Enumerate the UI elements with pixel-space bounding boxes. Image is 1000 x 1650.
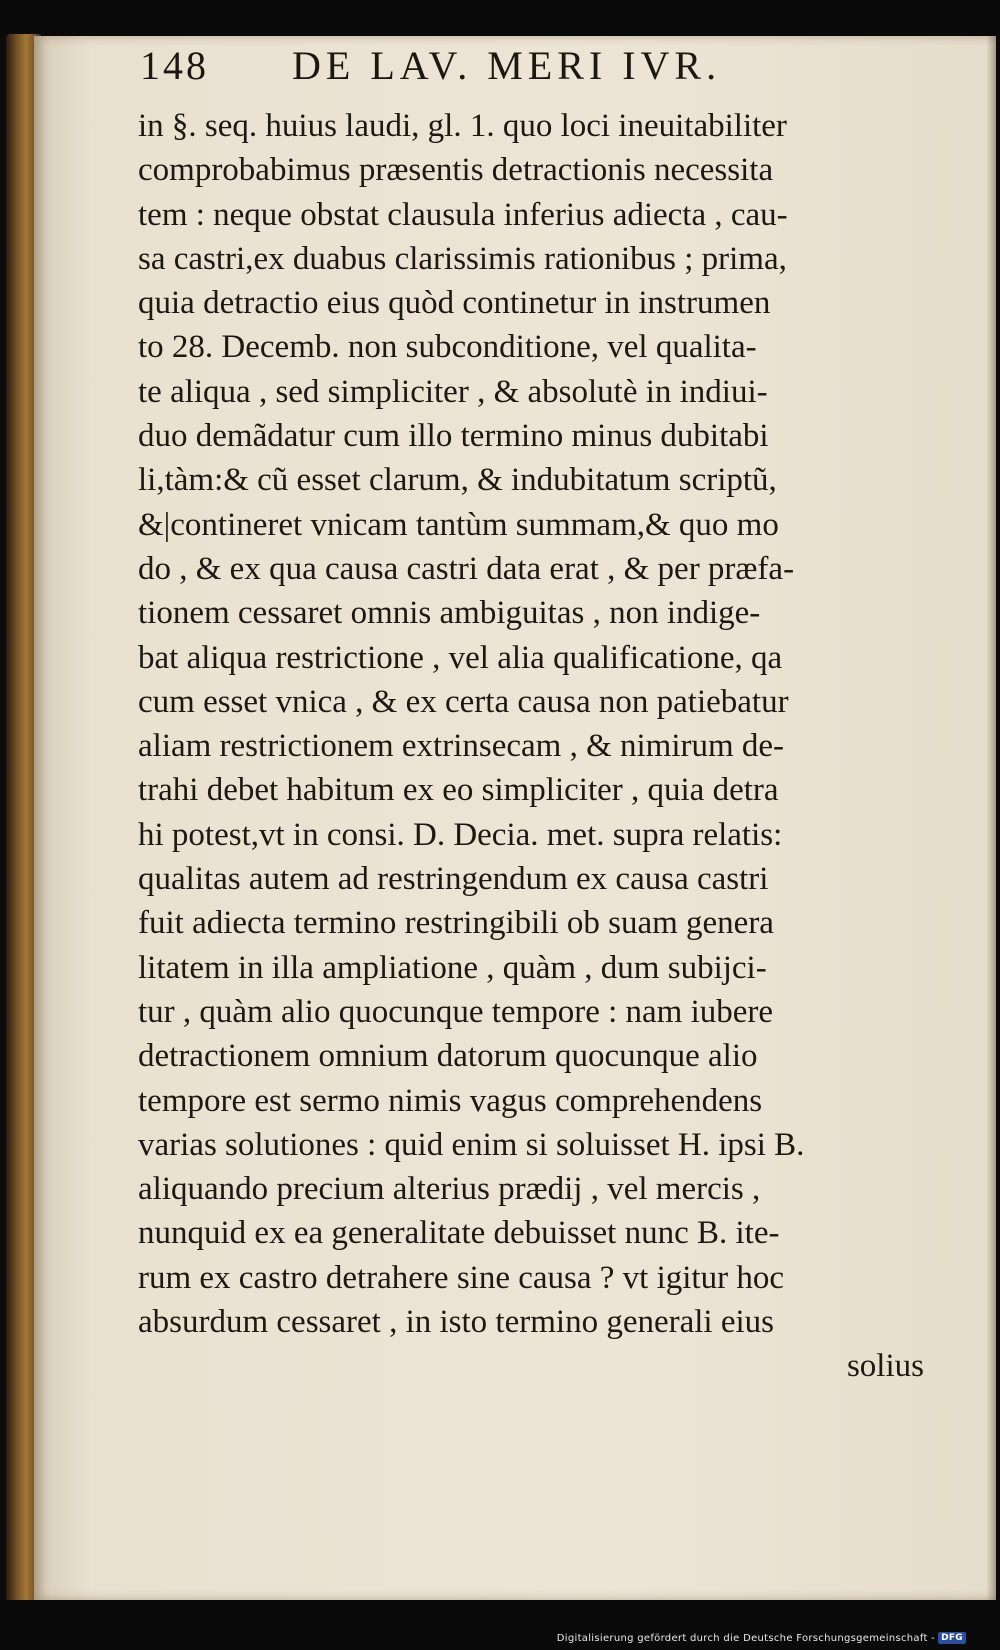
text-line: li,tàm:& cũ esset clarum, & indubitatum scriptũ, (138, 462, 777, 499)
text-line: do , & ex qua causa castri data erat , & per præfa- (138, 550, 795, 587)
digitization-credit (557, 1632, 966, 1644)
text-line: litatem in illa ampliatione , quàm , dum subijci- (138, 949, 767, 986)
running-title: DE LAV. MERI IVR. (292, 43, 722, 88)
text-line: tur , quàm alio quocunque tempore : nam iubere (138, 993, 774, 1030)
text-line: detractionem omnium datorum quocunque alio (138, 1038, 758, 1075)
text-line: varias solutiones : quid enim si soluisset H. ipsi B. (138, 1126, 805, 1163)
text-line: aliquando precium alterius prædij , vel mercis , (138, 1171, 761, 1208)
text-line: cum esset vnica , & ex certa causa non patiebatur (138, 683, 789, 720)
credit-text: Digitalisierung gefördert durch die Deutsche Forschungsgemeinschaft - (556, 1632, 936, 1644)
text-line: in §. seq. huius laudi, gl. 1. quo loci ineuitabiliter (138, 108, 787, 144)
text-line: absurdum cessaret , in isto termino generali eius (138, 1304, 774, 1341)
text-line: quia detractio eius quòd continetur in instrumen (138, 285, 771, 322)
text-line: tionem cessaret omnis ambiguitas , non indige- (138, 595, 761, 632)
text-line: tem : neque obstat clausula inferius adiecta , cau- (138, 196, 788, 233)
text-line: te aliqua , sed simpliciter , & absolutè in indiui- (138, 373, 768, 410)
text-line: trahi debet habitum ex eo simpliciter , quia detra (138, 772, 779, 809)
text-line: to 28. Decemb. non subconditione, vel qualita- (138, 329, 757, 366)
text-line: nunquid ex ea generalitate debuisset nunc B. ite- (138, 1215, 780, 1252)
text-line: &|contineret vnicam tantùm summam,& quo mo (138, 506, 779, 543)
text-line: tempore est sermo nimis vagus comprehendens (138, 1082, 763, 1119)
text-line: duo demãdatur cum illo termino minus dubitabi (138, 418, 769, 455)
body-text (138, 104, 928, 1389)
text-line: hi potest,vt in consi. D. Decia. met. supra relatis: (138, 816, 783, 853)
text-line: solius (846, 1348, 924, 1385)
text-line: comprobabimus præsentis detractionis necessita (138, 152, 774, 189)
text-line: fuit adiecta termino restringibili ob suam genera (138, 905, 774, 942)
text-line: rum ex castro detrahere sine causa ? vt igitur hoc (138, 1259, 784, 1296)
dfg-logo: DFG (938, 1632, 966, 1644)
scan-top-band (0, 0, 1000, 36)
page-header (140, 42, 940, 98)
text-line: sa castri,ex duabus clarissimis rationibus ; prima, (138, 240, 787, 277)
page-number: 148 (140, 43, 209, 88)
text-line: bat aliqua restrictione , vel alia qualificatione, qa (138, 639, 783, 676)
text-line: qualitas autem ad restringendum ex causa castri (138, 861, 769, 898)
text-line: aliam restrictionem extrinsecam , & nimirum de- (138, 728, 785, 765)
page-gutter-shadow (986, 36, 996, 1600)
